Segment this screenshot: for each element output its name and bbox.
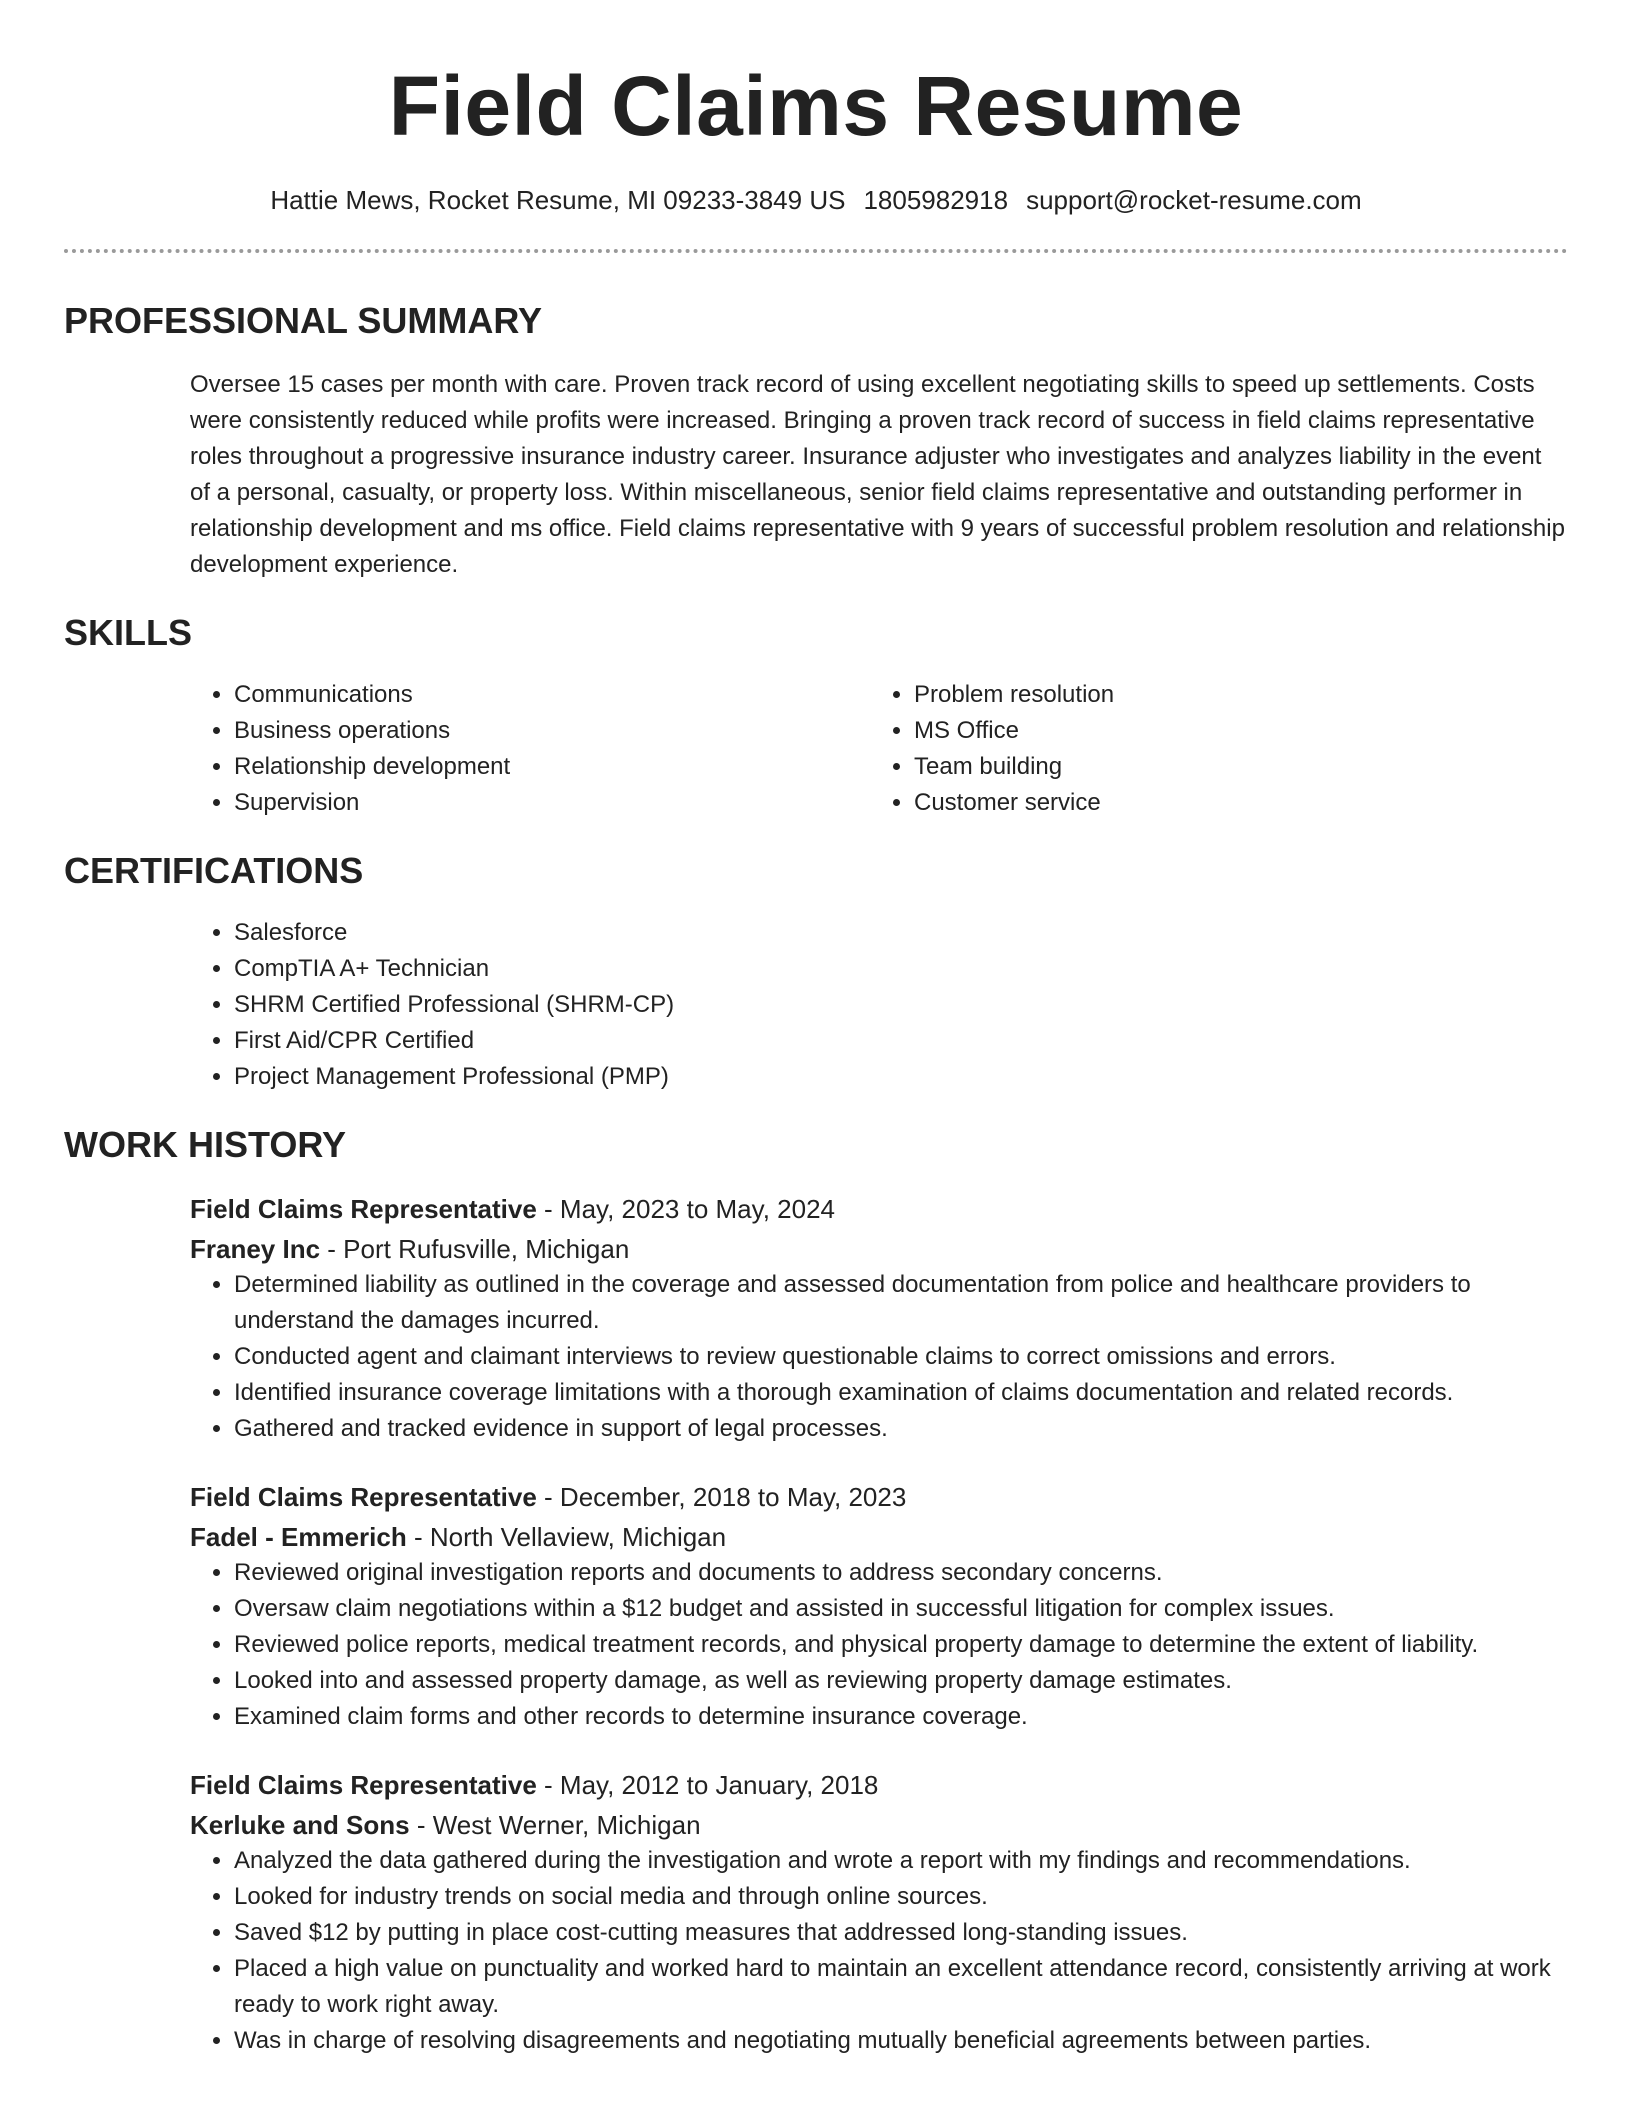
contact-email[interactable]: support@rocket-resume.com bbox=[1026, 185, 1362, 215]
certification-item: • SHRM Certified Professional (SHRM-CP) bbox=[234, 987, 1568, 1023]
header-divider bbox=[64, 249, 1568, 253]
resume-header bbox=[0, 0, 1632, 216]
certifications-list-wrap bbox=[190, 915, 1568, 1095]
job-role: Field Claims Representative bbox=[190, 1770, 537, 1800]
job-location: - North Vellaview, Michigan bbox=[406, 1522, 727, 1552]
job-title-line bbox=[190, 1191, 1568, 1227]
job-location: - Port Rufusville, Michigan bbox=[320, 1234, 630, 1264]
skill-item: • Customer service bbox=[914, 785, 1550, 821]
job-bullet: • Conducted agent and claimant interviews to review questionable claims to correct omissions and errors. bbox=[234, 1339, 1568, 1375]
skill-item: • MS Office bbox=[914, 713, 1550, 749]
job-bullet: • Saved $12 by putting in place cost-cutting measures that addressed long-standing issues. bbox=[234, 1915, 1568, 1951]
job-bullet: • Oversaw claim negotiations within a $12 budget and assisted in successful litigation for complex issues. bbox=[234, 1591, 1568, 1627]
certification-item: • Salesforce bbox=[234, 915, 1568, 951]
job-bullet: • Reviewed police reports, medical treatment records, and physical property damage to determine the extent of liability. bbox=[234, 1627, 1568, 1663]
skill-item: • Problem resolution bbox=[914, 677, 1550, 713]
certification-item: • First Aid/CPR Certified bbox=[234, 1023, 1568, 1059]
job-location: - West Werner, Michigan bbox=[409, 1810, 701, 1840]
job-dates: - May, 2023 to May, 2024 bbox=[536, 1194, 835, 1224]
contact-line bbox=[0, 184, 1632, 216]
job-bullet: • Identified insurance coverage limitations with a thorough examination of claims documentation and related records. bbox=[234, 1375, 1568, 1411]
job-company: Franey Inc bbox=[190, 1234, 321, 1264]
job-bullets bbox=[190, 1843, 1568, 2059]
section-certifications bbox=[64, 849, 1568, 1095]
skills-grid bbox=[190, 677, 1568, 821]
job-bullet: • Looked for industry trends on social media and through online sources. bbox=[234, 1879, 1568, 1915]
job-bullet: • Reviewed original investigation reports and documents to address secondary concerns. bbox=[234, 1555, 1568, 1591]
job-dates: - December, 2018 to May, 2023 bbox=[536, 1482, 907, 1512]
section-work-history bbox=[64, 1123, 1568, 2059]
certifications-list bbox=[190, 915, 1568, 1095]
certification-item: • CompTIA A+ Technician bbox=[234, 951, 1568, 987]
section-title-summary: PROFESSIONAL SUMMARY bbox=[64, 300, 543, 341]
job-title-line bbox=[190, 1767, 1568, 1803]
contact-address: Hattie Mews, Rocket Resume, MI 09233-3849 US bbox=[270, 185, 846, 215]
job-entry bbox=[190, 1479, 1568, 1735]
section-title-certifications: CERTIFICATIONS bbox=[64, 850, 364, 891]
resume-title: Field Claims Resume bbox=[388, 59, 1244, 153]
section-title-skills: SKILLS bbox=[64, 612, 193, 653]
job-bullet: • Determined liability as outlined in the coverage and assessed documentation from police and healthcare providers to understand the damages incurred. bbox=[234, 1267, 1568, 1339]
section-skills bbox=[64, 611, 1568, 821]
certification-item: • Project Management Professional (PMP) bbox=[234, 1059, 1568, 1095]
section-title-work-history: WORK HISTORY bbox=[64, 1124, 347, 1165]
job-title-line bbox=[190, 1479, 1568, 1515]
job-role: Field Claims Representative bbox=[190, 1194, 537, 1224]
job-company: Kerluke and Sons bbox=[190, 1810, 410, 1840]
skill-item: • Supervision bbox=[234, 785, 870, 821]
skill-item: • Relationship development bbox=[234, 749, 870, 785]
job-entry bbox=[190, 1191, 1568, 1447]
skill-item: • Business operations bbox=[234, 713, 870, 749]
job-entry bbox=[190, 1767, 1568, 2059]
job-bullet: • Looked into and assessed property damage, as well as reviewing property damage estimates. bbox=[234, 1663, 1568, 1699]
job-company: Fadel - Emmerich bbox=[190, 1522, 407, 1552]
job-bullets bbox=[190, 1555, 1568, 1735]
job-role: Field Claims Representative bbox=[190, 1482, 537, 1512]
job-company-line bbox=[190, 1231, 1568, 1267]
skills-column-left bbox=[190, 677, 870, 821]
job-company-line bbox=[190, 1807, 1568, 1843]
job-company-line bbox=[190, 1519, 1568, 1555]
job-bullet: • Gathered and tracked evidence in support of legal processes. bbox=[234, 1411, 1568, 1447]
summary-text: Oversee 15 cases per month with care. Proven track record of using excellent negotiating skills to speed up settlements. Costs were consistently reduced while profits were increased. Bringing a proven track record of success in field claims representative roles throughout a progressive insurance industry career. Insurance adjuster who investigates and analyzes liability in the event of a personal, casualty, or property loss. Within miscellaneous, senior field claims representative and outstanding performer in relationship development and ms office. Field claims representative with 9 years of successful problem resolution and relationship development experience. bbox=[190, 371, 1565, 578]
skill-item: • Team building bbox=[914, 749, 1550, 785]
job-bullet: • Examined claim forms and other records to determine insurance coverage. bbox=[234, 1699, 1568, 1735]
skill-item: • Communications bbox=[234, 677, 870, 713]
job-bullets bbox=[190, 1267, 1568, 1447]
job-dates: - May, 2012 to January, 2018 bbox=[536, 1770, 879, 1800]
skills-column-right bbox=[870, 677, 1550, 821]
job-bullet: • Was in charge of resolving disagreements and negotiating mutually beneficial agreements between parties. bbox=[234, 2023, 1568, 2059]
job-bullet: • Placed a high value on punctuality and worked hard to maintain an excellent attendance record, consistently arriving at work ready to work right away. bbox=[234, 1951, 1568, 2023]
section-professional-summary bbox=[64, 299, 1568, 583]
job-bullet: • Analyzed the data gathered during the investigation and wrote a report with my findings and recommendations. bbox=[234, 1843, 1568, 1879]
contact-phone: 1805982918 bbox=[863, 185, 1009, 215]
